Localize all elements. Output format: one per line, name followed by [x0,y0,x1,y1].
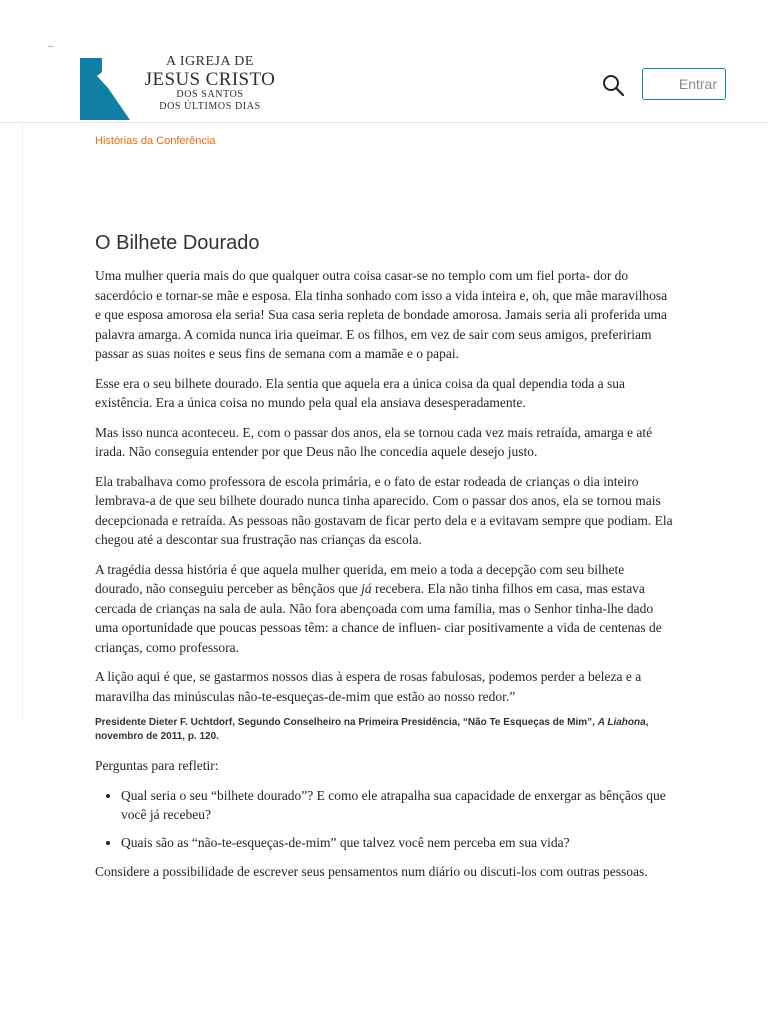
article-paragraph: A lição aqui é que, se gastarmos nossos dias à espera de rosas fabulosas, podemos perder a beleza e a maravilha das minúsculas não-te-esqueças-de-mim que estão ao nosso redor.” [95,669,642,704]
breadcrumb-link[interactable]: Histórias da Conferência [95,135,216,147]
article-paragraph: Mas isso nunca aconteceu. E, com o passar dos anos, ela se tornou cada vez mais retraída, amarga e até irada. Não conseguia entender por que Deus não lhe concedia aquele desejo justo. [95,424,653,459]
site-header [0,0,768,123]
divider [48,46,54,47]
logo-line-4: DOS ÚLTIMOS DIAS [159,101,261,112]
article-paragraph: Esse era o seu bilhete dourado. Ela sentia que aquela era a única coisa da qual dependia toda a sua existência. Era a única coisa no mundo pela qual ela ansiava desesperadamente. [95,375,626,410]
closing-paragraph: Considere a possibilidade de escrever seus pensamentos num diário ou discuti-los com outras pessoas. [95,864,648,879]
logo-line-2: JESUS CRISTO [144,69,276,90]
article-paragraph: Uma mulher queria mais do que qualquer outra coisa casar-se no templo com um fiel porta- dor do sacerdócio e tornar-se mãe e esposa. Ela tinha sonhado com isso a vida inteira e, oh, que mãe maravilhosa e que esposa amorosa ela seria! Sua casa seria repleta de bondade amorosa. Jamais seria ali proferida uma palavra amarga. A comida nunca iria queimar. E os filhos, em vez de sair com seus amigos, prefeririam passar as suas noites e seus fins de semana com a mamãe e o papai. [95,268,668,361]
search-icon [600,72,626,98]
quote-citation [95,716,675,744]
search-button[interactable] [600,72,626,98]
side-divider [22,122,23,722]
article-paragraph [95,560,675,658]
article-body [95,266,675,892]
church-logo-mark [80,58,130,120]
paragraph-text: A tragédia dessa história é que aquela mulher querida, em meio a toda a decepção com seu bilhete dourado, não conseguiu perceber as bênçãos que [95,561,625,596]
reflection-questions-list [95,786,675,853]
citation-source: A Liahona [597,717,646,728]
citation-author: Presidente Dieter F. Uchtdorf, Segundo Conselheiro na Primeira Presidência, “Não Te Esqueças de Mim”, [95,717,598,728]
emphasis-text: já [361,581,372,596]
logo-line-3: DOS SANTOS [176,89,244,100]
church-logo-text [140,54,280,113]
logo-line-1: A IGREJA DE [166,54,254,69]
list-item: • Qual seria o seu “bilhete dourado”? E como ele atrapalha sua capacidade de enxergar as bênçãos que você já recebeu? [121,786,675,825]
login-button[interactable]: Entrar [642,68,726,100]
questions-intro: Perguntas para refletir: [95,758,219,773]
citation-date: , novembro de 2011, p. 120. [95,717,649,742]
article-title: O Bilhete Dourado [95,232,260,254]
article-paragraph: Ela trabalhava como professora de escola primária, e o fato de estar rodeada de crianças o dia inteiro lembrava-a de que seu bilhete dourado nunca tinha aparecido. Com o passar dos anos, ela se tornou mais decepcionada e retraída. As pessoas não gostavam de ficar perto dela e a evitavam sempre que podiam. Ela chegou até a descontar sua frustração nas crianças da escola. [95,473,673,547]
paragraph-text: recebera. Ela não tinha filhos em casa, mas estava cercada de crianças na sala de aula. Não fora abençoada com uma família, mas o Senhor tinha-lhe dado uma oportunidade que poucas pessoas têm: a chance de influen- ciar positivamente a vida de centenas de crianças, como professora. [95,581,662,655]
list-item: • Quais são as “não-te-esqueças-de-mim” que talvez você nem perceba em sua vida? [121,833,675,853]
